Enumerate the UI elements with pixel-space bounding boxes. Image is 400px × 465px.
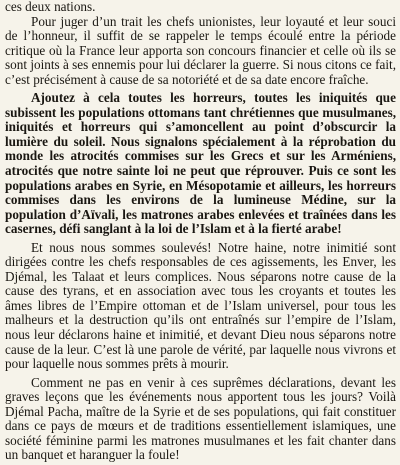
paragraph-1: ces deux nations. [5,0,96,14]
paragraph-4: Et nous nous sommes soulevés! Notre haine, notre inimitié sont dirigées contre les chefs responsables de ces agissements, les Enver, les Djémal, les Talaat et leurs complices. Nous séparons notre cause de la cause des tyrans, et en association avec tous les croyants et toutes les âmes libres de l’Empire ottoman et de l’Islam universel, pour tous les malheurs et la destruction qu’ils ont entraînés sur l’empire de l’Islam, nous leur déclarons haine et inimitié, et devant Dieu nous séparons notre cause de la leur. C’est là une parole de vérité, par laquelle nous vivrons et pour laquelle nous sommes prêts à mourir. [5,239,396,372]
paragraph-2: Pour juger d’un trait les chefs unionistes, leur loyauté et leur souci de l’honneur, il suffit de se rappeler le temps écoulé entre la période critique où la France leur apporta son concours financier et celle où ils se sont joints à ses ennemis pour lui déclarer la guerre. Si nous citons ce fait, c’est précisément à cause de sa notoriété et de sa date encore fraîche. [5,13,396,87]
paragraph-5: Comment ne pas en venir à ces suprêmes déclarations, devant les graves leçons que les événements nous apportent tous les jours? Voilà Djémal Pacha, maître de la Syrie et de ses populations, qui fait constituer dans ce pays de mœurs et de traditions essentiellement islamiques, une société féminine parmi les matrones musulmanes et les fait chanter dans un banquet et haranguer la foule! [5,374,396,463]
paragraph-3: Ajoutez à cela toutes les horreurs, toutes les iniquités que subissent les populations ottomans tant chrétiennes que musulmanes, iniquités et horreurs qui s’amoncellent au point d’obscurcir la lumière du soleil. Nous signalons spécialement à la réprobation du monde les atrocités commises sur les Grecs et sur les Arméniens, atrocités que notre sainte loi ne peut que réprouver. Puis ce sont les populations arabes en Syrie, en Mésopotamie et ailleurs, les horreurs commises dans les environs de la lumineuse Médine, sur la population d’Aïvali, les matrones arabes enlevées et traînées dans les casernes, défi sanglant à la loi de l’Islam et à la fierté arabe! [5,90,396,237]
